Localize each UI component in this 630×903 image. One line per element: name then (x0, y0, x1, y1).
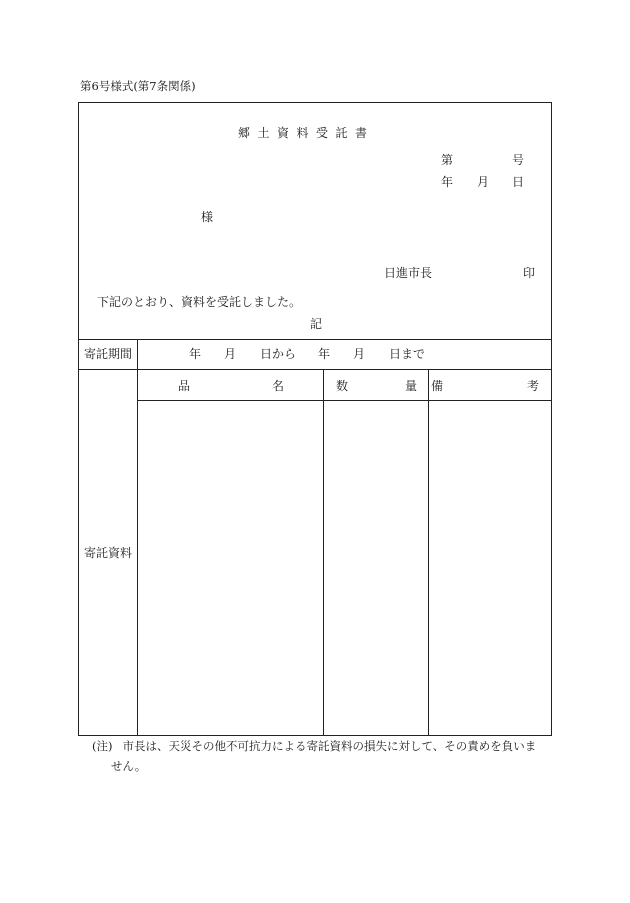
divider-header (78, 339, 551, 340)
title-char: 託 (335, 126, 348, 140)
issuer-seal: 印 (523, 266, 536, 280)
statement-text: 下記のとおり、資料を受託しました。 (97, 295, 302, 309)
date-nen: 年 (441, 175, 454, 189)
title-char: 受 (316, 126, 329, 140)
number-go: 号 (512, 153, 525, 167)
form-frame (78, 102, 552, 736)
divider-label-column (137, 339, 138, 735)
header-item-2: 名 (272, 379, 285, 393)
form-label: 第6号様式(第7条関係) (80, 79, 196, 93)
title-char: 資 (277, 126, 290, 140)
period-to-gatsu: 月 (353, 347, 366, 361)
title-char: 料 (296, 126, 309, 140)
divider-qty-remarks (428, 369, 429, 735)
header-qty-1: 数 (336, 379, 349, 393)
title-char: 郷 (238, 126, 251, 140)
period-to-nichi: 日まで (389, 347, 426, 361)
period-label: 寄託期間 (84, 347, 133, 361)
ki-heading: 記 (310, 317, 323, 331)
materials-label: 寄託資料 (84, 546, 133, 560)
issuer-name: 日進市長 (384, 266, 433, 280)
period-from-gatsu: 月 (224, 347, 237, 361)
header-remarks-1: 備 (431, 379, 444, 393)
header-item-1: 品 (178, 379, 191, 393)
header-qty-2: 量 (405, 379, 418, 393)
note-text-2: せん。 (111, 759, 147, 773)
date-nichi: 日 (512, 175, 525, 189)
header-remarks-2: 考 (527, 379, 540, 393)
document-title (238, 127, 375, 139)
period-from-nichi: 日から (260, 347, 297, 361)
divider-column-header (137, 400, 551, 401)
title-char: 書 (355, 126, 368, 140)
note-line-1 (92, 741, 536, 753)
note-prefix: (注) (92, 739, 113, 753)
date-gatsu: 月 (477, 175, 490, 189)
divider-item-qty (323, 369, 324, 735)
divider-period (78, 369, 551, 370)
title-char: 土 (257, 126, 270, 140)
note-text-1: 市長は、天災その他不可抗力による寄託資料の損失に対して、その責めを負いま (122, 739, 537, 753)
addressee-suffix: 様 (201, 210, 214, 224)
period-from-nen: 年 (189, 347, 202, 361)
period-to-nen: 年 (318, 347, 331, 361)
number-dai: 第 (441, 153, 454, 167)
